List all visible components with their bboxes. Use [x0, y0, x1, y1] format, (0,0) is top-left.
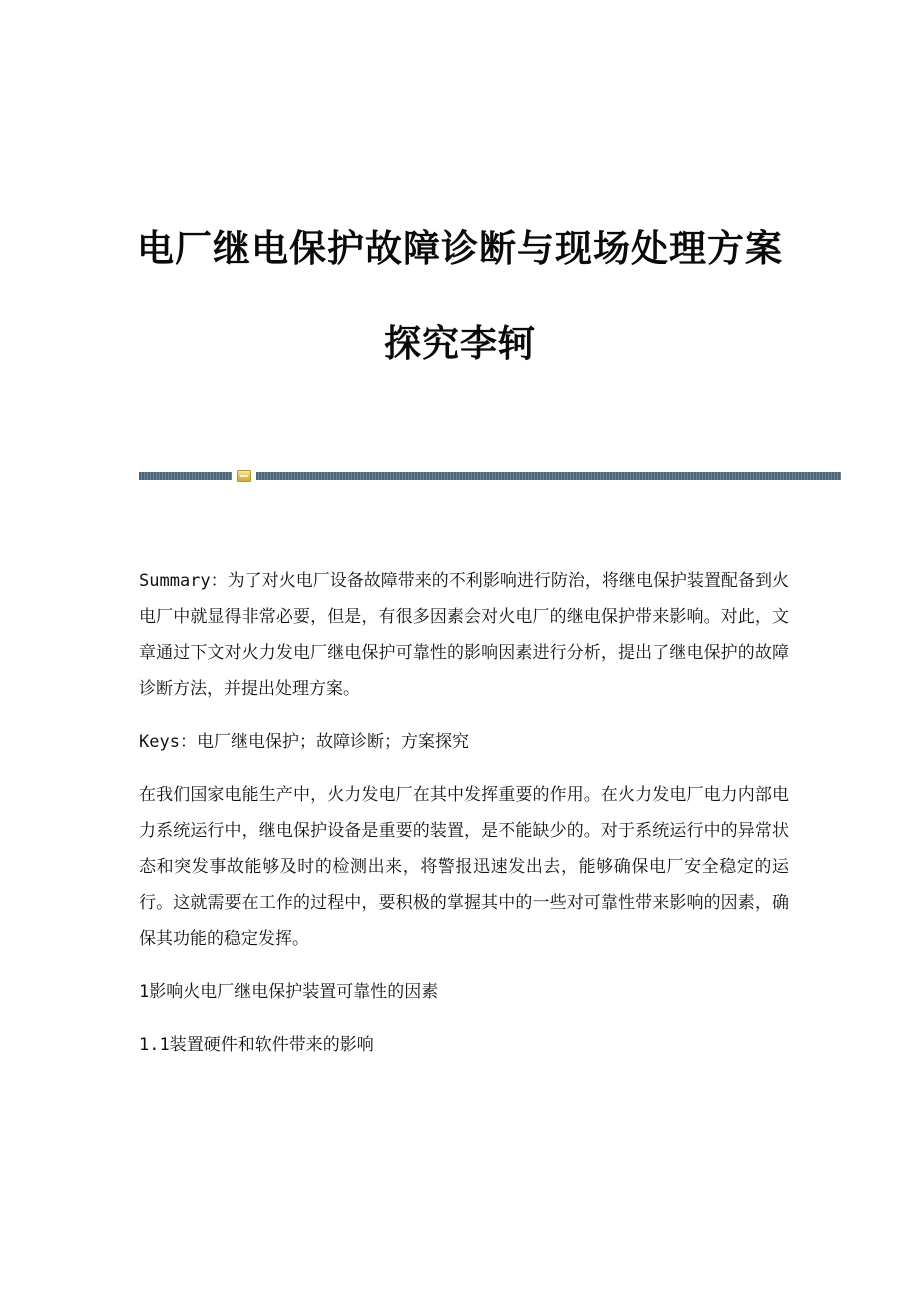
- keys-paragraph: Keys：电厂继电保护；故障诊断；方案探究: [139, 732, 469, 752]
- divider-bar-left: [139, 472, 232, 480]
- title-divider: [139, 470, 841, 484]
- section-heading-1: 1影响火电厂继电保护装置可靠性的因素: [139, 982, 439, 1002]
- divider-ornament-icon: [237, 470, 251, 482]
- document-title-line-2: 探究李轲: [384, 321, 536, 365]
- divider-bar-right: [256, 472, 841, 480]
- section-heading-1-1: 1.1装置硬件和软件带来的影响: [139, 1035, 374, 1055]
- summary-paragraph: Summary：为了对火电厂设备故障带来的不利影响进行防治，将继电保护装置配备到火电厂中就显得非常必要，但是，有很多因素会对火电厂的继电保护带来影响。对此，文章通过下文对火力发电厂继电保护可靠性的影响因素进行分析，提出了继电保护的故障诊断方法，并提出处理方案。: [139, 571, 789, 699]
- intro-paragraph: 在我们国家电能生产中，火力发电厂在其中发挥重要的作用。在火力发电厂电力内部电力系统运行中，继电保护设备是重要的装置，是不能缺少的。对于系统运行中的异常状态和突发事故能够及时的检测出来，将警报迅速发出去，能够确保电厂安全稳定的运行。这就需要在工作的过程中，要积极的掌握其中的一些对可靠性带来影响的因素，确保其功能的稳定发挥。: [139, 785, 789, 949]
- document-body: [139, 563, 789, 1080]
- document-title-line-1: 电厂继电保护故障诊断与现场处理方案: [137, 226, 783, 270]
